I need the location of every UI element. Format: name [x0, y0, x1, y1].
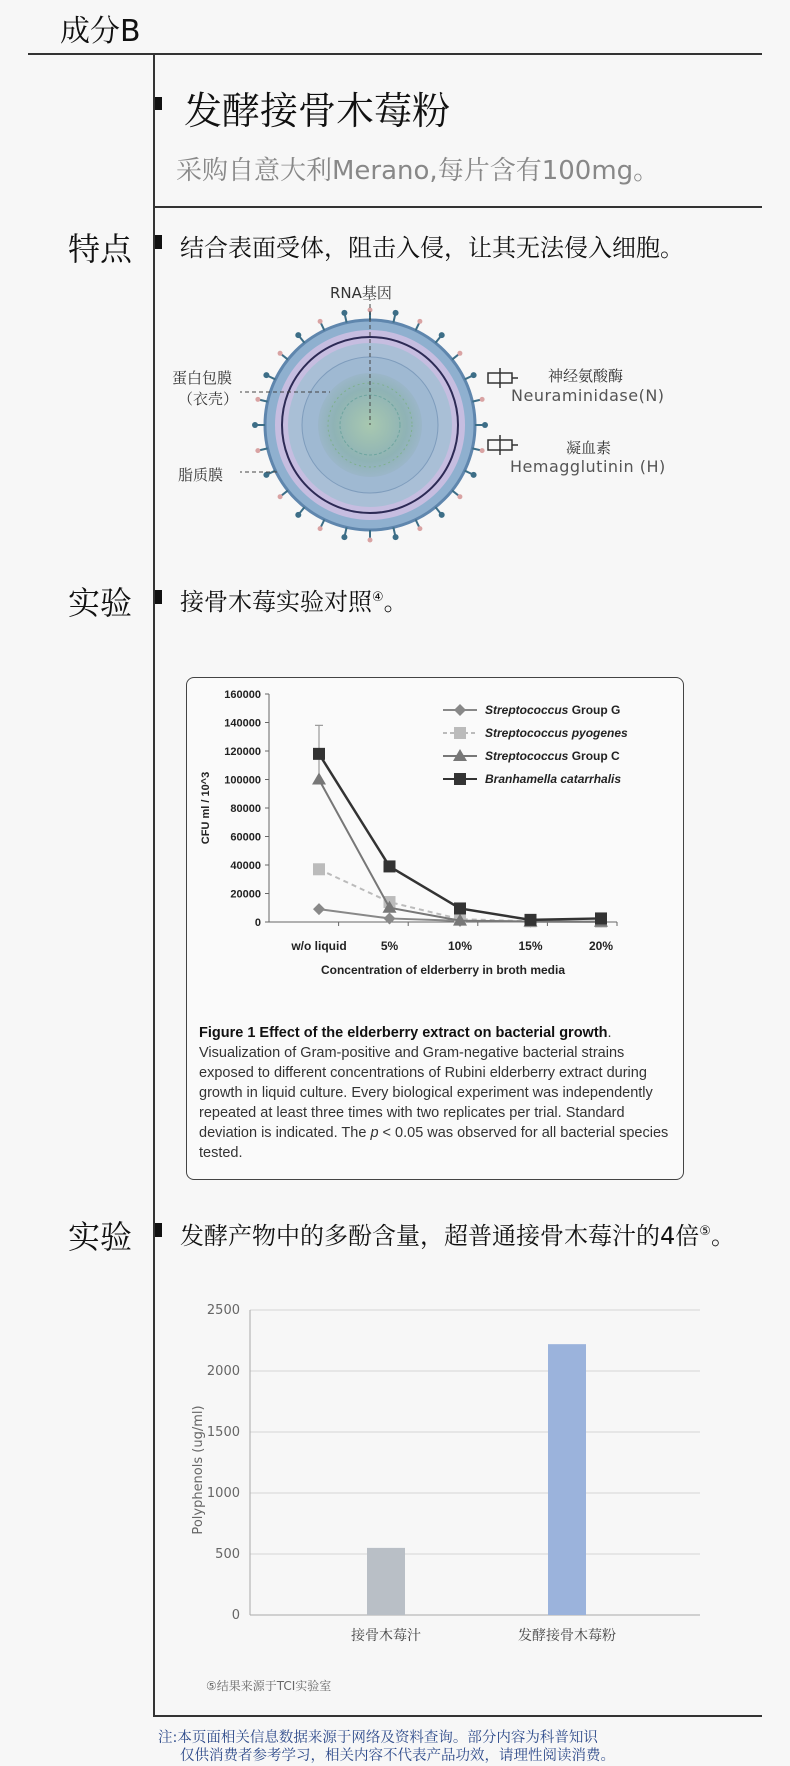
- y-tick-label: 100000: [224, 774, 261, 787]
- y-axis-title: CFU ml / 10^3: [200, 771, 212, 845]
- polyphenol-chart: [180, 1290, 720, 1650]
- data-point: [525, 914, 537, 926]
- virus-spike-tip: [318, 319, 323, 324]
- experiment1-text-tail: 。: [383, 588, 408, 616]
- label-ha-cn: 凝血素: [566, 439, 612, 457]
- virus-spike-tip: [263, 472, 269, 478]
- y-tick-label: 140000: [224, 717, 261, 730]
- bottom-divider: [153, 1715, 762, 1717]
- virus-spike-tip: [263, 372, 269, 378]
- experiment1-text-main: 接骨木莓实验对照: [180, 588, 372, 616]
- y-tick-label: 2500: [206, 1303, 240, 1318]
- y-tick-label: 40000: [230, 860, 261, 872]
- bullet-icon: [155, 590, 162, 604]
- virus-spike-tip: [457, 351, 462, 356]
- data-point: [384, 860, 396, 872]
- virus-spike-tip: [480, 448, 485, 453]
- label-na-cn: 神经氨酸酶: [548, 367, 624, 385]
- legend-label-italic: Streptococcus pyogenes: [485, 726, 628, 740]
- experiment1-ref: ④: [372, 590, 384, 605]
- bacterial-growth-chart: [187, 678, 683, 1018]
- neuraminidase-icon: [486, 368, 518, 388]
- disclaimer-line-2: 仅供消费者参考学习，相关内容不代表产品功效，请理性阅读消费。: [180, 1748, 615, 1764]
- virus-spike-tip: [295, 512, 301, 518]
- virus-spike-tip: [457, 494, 462, 499]
- label-capsid-sub: （衣壳）: [178, 390, 239, 408]
- label-capsid: 蛋白包膜: [172, 369, 233, 387]
- label-ha-en: Hemagglutinin (H): [510, 457, 666, 476]
- features-text: 结合表面受体，阻击入侵，让其无法侵入细胞。: [180, 234, 684, 262]
- virus-spike-tip: [482, 422, 488, 428]
- label-lipid: 脂质膜: [178, 466, 224, 484]
- legend-label-rest: Group C: [568, 749, 620, 763]
- header-divider: [28, 53, 762, 55]
- legend-label: [485, 726, 628, 740]
- bar-1: [548, 1344, 586, 1615]
- data-point: [454, 902, 466, 914]
- y-tick-label: 60000: [230, 831, 261, 844]
- virus-spike-tip: [341, 310, 347, 316]
- virus-spike-tip: [393, 534, 399, 540]
- side-divider: [153, 53, 155, 1715]
- y-tick-label: 160000: [224, 689, 261, 701]
- virus-spike-tip: [417, 319, 422, 324]
- experiment2-footnote: ⑤结果来源于TCI实验室: [206, 1679, 332, 1693]
- virus-spike-tip: [341, 534, 347, 540]
- data-point: [313, 903, 325, 915]
- experiment1-text: [180, 582, 408, 617]
- y-tick-label: 500: [215, 1547, 240, 1562]
- caption-end: < 0.05 was observed for all bacterial species tested.: [199, 1125, 669, 1161]
- x-tick-label: 5%: [380, 939, 399, 953]
- experiment2-text-tail: 。: [710, 1222, 735, 1250]
- y-axis-title: Polyphenols (ug/ml): [191, 1405, 206, 1535]
- data-point: [313, 748, 325, 760]
- y-tick-label: 2000: [206, 1364, 240, 1379]
- virus-spike-tip: [439, 512, 445, 518]
- ingredient-source: 采购自意大利Merano,每片含有100mg。: [176, 156, 660, 186]
- ingredient-divider: [153, 206, 762, 208]
- bullet-icon: [155, 1223, 162, 1237]
- caption-body: . Visualization of Gram-positive and Gram-negative bacterial strains exposed to different concentrations of Rubini elderberry extract during growth in liquid culture. Every biological experiment was independently repeated at least three times with two replicates per trial. Standard deviation is indicated. The: [199, 1025, 653, 1141]
- virus-spike-tip: [295, 332, 301, 338]
- virus-spike-tip: [255, 448, 260, 453]
- series-line: [319, 780, 601, 922]
- x-tick-label: 10%: [447, 939, 473, 953]
- y-tick-label: 20000: [230, 888, 261, 901]
- figure-1: [186, 677, 684, 1180]
- virus-spike-tip: [278, 494, 283, 499]
- legend-label-italic: Streptococcus: [485, 749, 569, 763]
- data-point: [595, 912, 607, 924]
- bullet-icon: [155, 235, 162, 249]
- x-tick-label: 发酵接骨木莓粉: [518, 1628, 616, 1644]
- experiment2-label: 实验: [68, 1218, 133, 1256]
- legend-label-italic: Branhamella catarrhalis: [485, 772, 622, 786]
- x-tick-label: 20%: [588, 939, 614, 953]
- x-tick-label: 接骨木莓汁: [351, 1628, 421, 1644]
- experiment2-text: [180, 1216, 735, 1251]
- legend-marker: [454, 704, 466, 716]
- experiment2-text-main: 发酵产物中的多酚含量，超普通接骨木莓汁的4倍: [180, 1222, 700, 1250]
- data-point: [384, 912, 396, 924]
- experiment2-ref: ⑤: [699, 1224, 711, 1239]
- virus-spike-tip: [480, 397, 485, 402]
- features-label: 特点: [68, 230, 133, 268]
- label-na-en: Neuraminidase(N): [511, 386, 665, 405]
- virus-spike-tip: [318, 526, 323, 531]
- series-3: [313, 748, 621, 926]
- legend-label: [485, 703, 620, 717]
- legend-marker: [454, 727, 466, 739]
- legend-label-italic: Streptococcus: [485, 703, 569, 717]
- disclaimer-line-1: 注:本页面相关信息数据来源于网络及资料查询。部分内容为科普知识: [158, 1730, 598, 1746]
- data-point: [313, 863, 325, 875]
- legend-marker: [454, 773, 466, 785]
- page-title: 成分B: [60, 14, 141, 49]
- y-tick-label: 0: [254, 917, 261, 929]
- virus-spike-tip: [368, 538, 373, 543]
- experiment1-label: 实验: [68, 584, 133, 622]
- legend-label: [485, 772, 621, 786]
- label-rna: RNA基因: [330, 284, 392, 302]
- virus-spike-tip: [255, 397, 260, 402]
- virus-spike-tip: [278, 351, 283, 356]
- caption-p: p: [370, 1125, 379, 1141]
- y-tick-label: 120000: [224, 746, 261, 758]
- y-tick-label: 1000: [206, 1486, 240, 1501]
- figure-1-caption: [199, 1023, 677, 1163]
- virus-spike-tip: [471, 372, 477, 378]
- ingredient-name: 发酵接骨木莓粉: [184, 89, 451, 133]
- legend-label: [485, 749, 620, 763]
- x-tick-label: 15%: [518, 939, 543, 953]
- x-axis-title: Concentration of elderberry in broth media: [320, 963, 566, 977]
- virus-spike-tip: [393, 310, 399, 316]
- virus-spike-tip: [252, 422, 258, 428]
- y-tick-label: 1500: [206, 1425, 240, 1440]
- hemagglutinin-icon: [486, 435, 518, 455]
- x-tick-label: w/o liquid: [291, 939, 347, 953]
- caption-title: Figure 1 Effect of the elderberry extract on bacterial growth: [199, 1025, 608, 1041]
- virus-spike-tip: [439, 332, 445, 338]
- data-point: [312, 773, 326, 785]
- virus-spike-tip: [471, 472, 477, 478]
- legend-label-rest: Group G: [568, 703, 621, 717]
- bar-0: [367, 1548, 405, 1615]
- y-tick-label: 80000: [230, 803, 261, 815]
- bullet-icon: [155, 97, 162, 110]
- y-tick-label: 0: [231, 1608, 240, 1623]
- virus-spike-tip: [417, 526, 422, 531]
- virus-diagram: [240, 300, 500, 550]
